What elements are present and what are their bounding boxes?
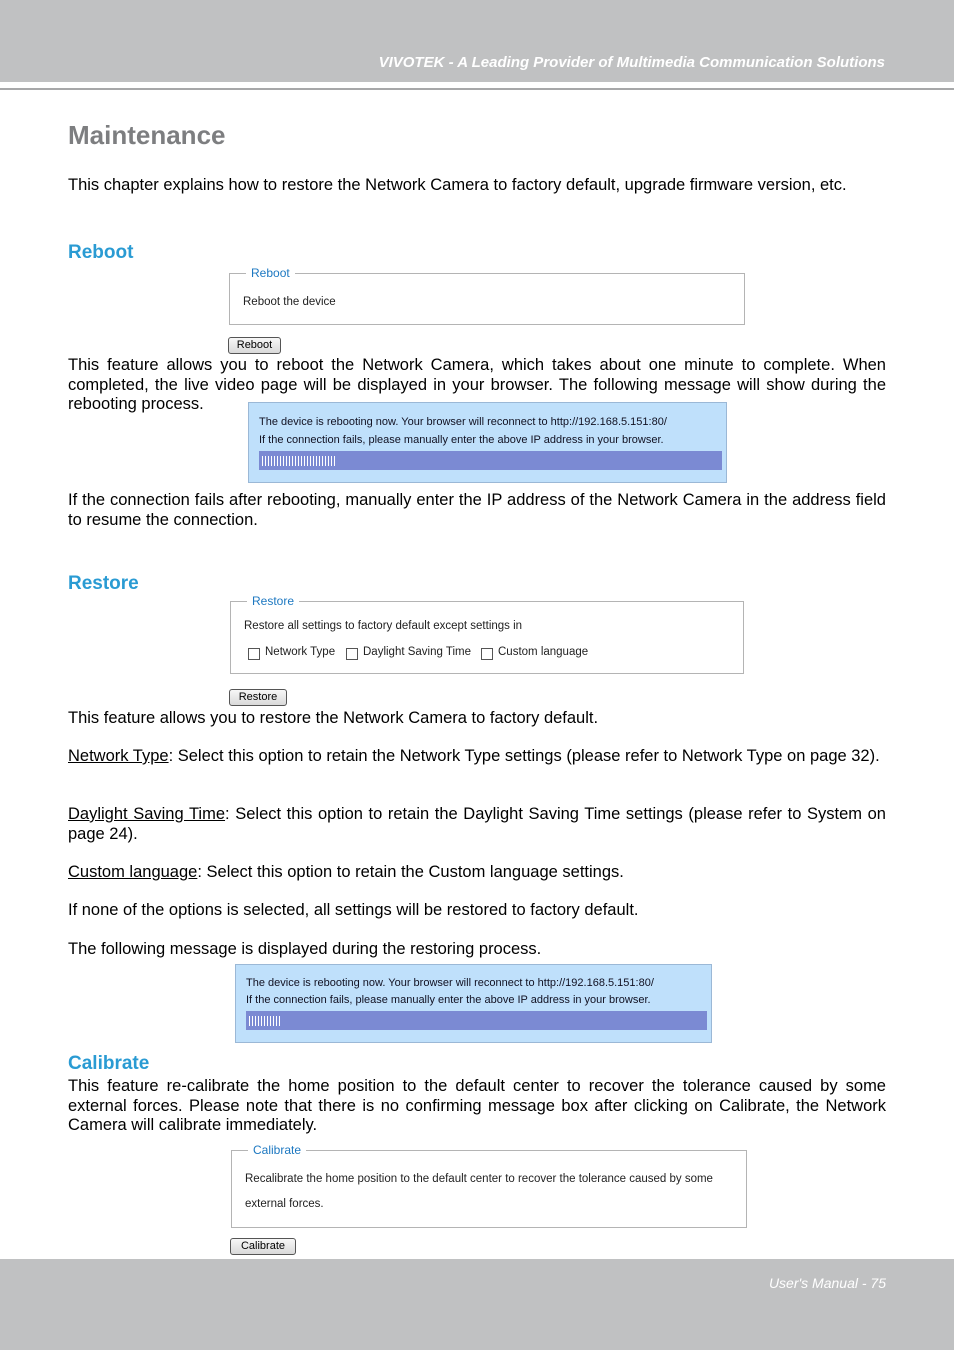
- restore-panel-legend: Restore: [252, 594, 295, 608]
- calibrate-panel-line1: Recalibrate the home position to the default center to recover the tolerance caused by some: [245, 1173, 713, 1185]
- custom-language-term: Custom language: [68, 863, 198, 881]
- reboot-heading: Reboot: [68, 242, 134, 263]
- reboot-panel-text: Reboot the device: [243, 296, 336, 308]
- network-type-description: [68, 747, 886, 767]
- calibrate-button[interactable]: Calibrate: [230, 1238, 296, 1255]
- custom-language-label: Custom language: [498, 646, 589, 658]
- reboot-paragraph-text: This feature allows you to reboot the Network Camera, which takes about one minute to complete. When completed, the live video page will be displayed in your browser. The following message will show during the rebooting process.: [68, 356, 886, 413]
- network-type-checkbox[interactable]: [248, 648, 260, 660]
- custom-language-checkbox[interactable]: [481, 648, 493, 660]
- calibrate-paragraph: This feature re-calibrate the home position to the default center to recover the tolerance caused by some external forces. Please note that there is no confirming message box after clicking on Calibrate, the Network Camera will calibrate immediately.: [68, 1077, 886, 1134]
- page-header: [0, 0, 954, 82]
- reboot-paragraph-2: If the connection fails after rebooting, manually enter the IP address of the Network Camera in the address field to resume the connection.: [68, 491, 886, 529]
- restore-default-note: If none of the options is selected, all settings will be restored to factory default.: [68, 901, 639, 919]
- reboot-message-line2: If the connection fails, please manually enter the above IP address in your browser.: [259, 434, 664, 446]
- reboot-progress-bar: [259, 451, 722, 470]
- restore-message-intro: The following message is displayed during the restoring process.: [68, 940, 542, 958]
- daylight-saving-time-text: : Select this option to retain the Daylight Saving Time settings (please refer to System on page 24).: [68, 805, 886, 843]
- network-type-text: : Select this option to retain the Network Type settings (please refer to Network Type on page 32).: [168, 747, 880, 765]
- daylight-saving-time-checkbox[interactable]: [346, 648, 358, 660]
- network-type-term: Network Type: [68, 747, 169, 765]
- calibrate-panel-line2: external forces.: [245, 1198, 324, 1210]
- restore-progress-bar: [246, 1011, 707, 1030]
- restore-panel: [230, 594, 744, 674]
- intro-paragraph: This chapter explains how to restore the Network Camera to factory default, upgrade firmware version, etc.: [68, 176, 847, 194]
- calibrate-heading: Calibrate: [68, 1053, 150, 1074]
- reboot-progress-fill: [262, 456, 336, 466]
- restore-panel-text: Restore all settings to factory default except settings in: [244, 620, 523, 632]
- custom-language-text: : Select this option to retain the Custom language settings.: [197, 863, 624, 881]
- header-divider: [0, 88, 954, 90]
- network-type-label: Network Type: [265, 646, 336, 658]
- calibrate-panel-legend: Calibrate: [253, 1143, 302, 1157]
- restore-message-box: [235, 964, 712, 1043]
- reboot-panel-legend: Reboot: [251, 266, 290, 280]
- restore-paragraph: This feature allows you to restore the Network Camera to factory default.: [68, 709, 599, 727]
- restore-button[interactable]: Restore: [229, 689, 287, 706]
- calibrate-panel: [231, 1143, 747, 1228]
- restore-heading: Restore: [68, 573, 139, 594]
- daylight-saving-time-description: [68, 805, 886, 844]
- reboot-message-line1: The device is rebooting now. Your browser will reconnect to http://192.168.5.151:80/: [259, 416, 667, 428]
- custom-language-description: [68, 863, 886, 883]
- page-title: Maintenance: [68, 120, 226, 150]
- daylight-saving-time-label: Daylight Saving Time: [363, 646, 472, 658]
- daylight-saving-time-term: Daylight Saving Time: [68, 805, 226, 823]
- restore-progress-fill: [249, 1016, 281, 1026]
- footer-page-number: User's Manual - 75: [768, 1275, 886, 1291]
- header-tagline: VIVOTEK - A Leading Provider of Multimedia Communication Solutions: [378, 54, 885, 71]
- restore-message-line2: If the connection fails, please manually enter the above IP address in your browser.: [246, 994, 651, 1006]
- reboot-button[interactable]: Reboot: [228, 337, 281, 354]
- restore-message-line1: The device is rebooting now. Your browser will reconnect to http://192.168.5.151:80/: [246, 977, 654, 989]
- reboot-message-box: [248, 402, 727, 483]
- page-footer: [0, 1259, 954, 1350]
